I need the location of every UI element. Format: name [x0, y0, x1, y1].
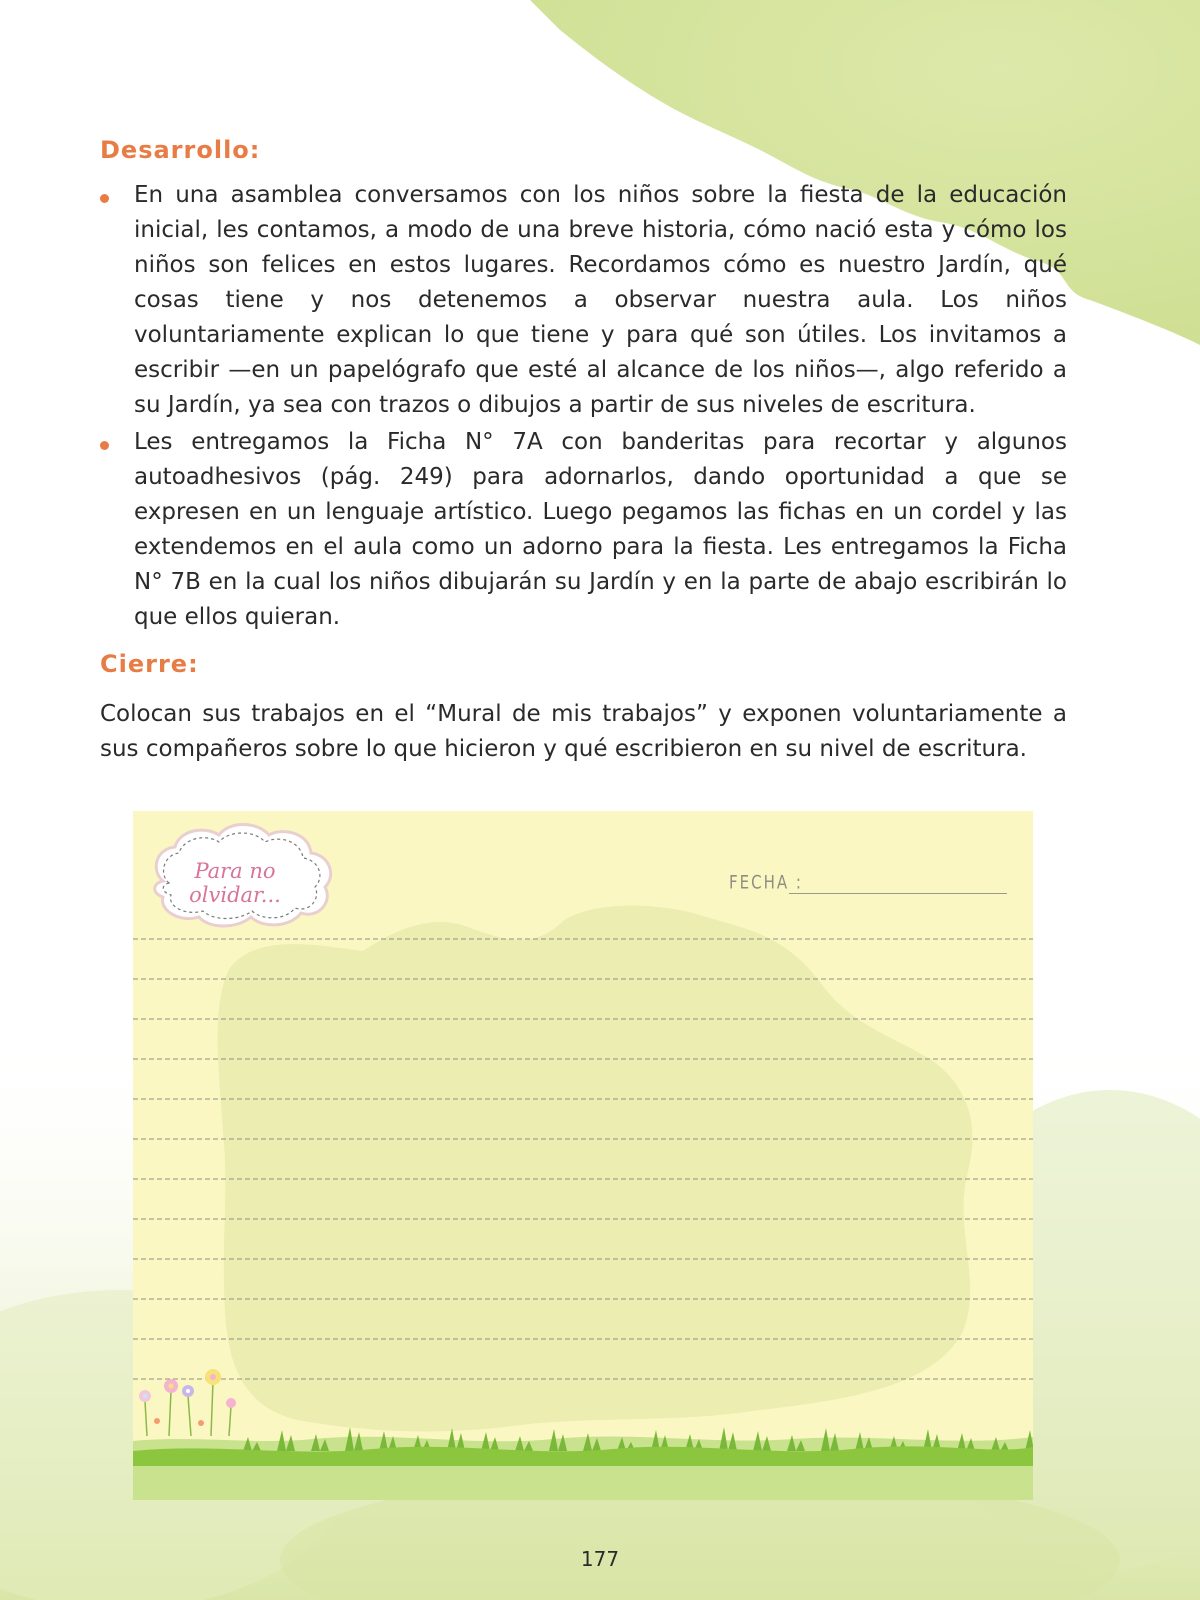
bullet-icon	[100, 441, 109, 450]
note-card	[133, 811, 1033, 1500]
list-item	[100, 425, 1067, 635]
grass-decoration	[133, 1436, 1033, 1500]
closing-heading: Cierre:	[100, 650, 199, 678]
development-heading: Desarrollo:	[100, 136, 261, 164]
cloud-label: Para no olvidar...	[189, 859, 281, 907]
page-number: 177	[580, 1547, 620, 1571]
list-item-text: En una asamblea conversamos con los niños sobre la fiesta de la educación inicial, les contamos, a modo de una breve historia, cómo nació esta y cómo los niños son felices en estos lugares. Recordamos cómo es nuestro Jardín, qué cosas tiene y nos detenemos a observar nuestra aula. Los niños voluntariamente explican lo que tiene y para qué son útiles. Los invitamos a escribir —en un papelógrafo que esté al alcance de los niños—, algo referido a su Jardín, ya sea con trazos o dibujos a partir de sus niveles de escritura.	[134, 182, 1067, 418]
list-item	[100, 178, 1067, 423]
development-list	[100, 178, 1067, 637]
note-card-art	[133, 811, 1033, 1500]
list-item-text: Les entregamos la Ficha N° 7A con banderitas para recortar y algunos autoadhesivos (pág. 249) para adornarlos, dando oportunidad a que se expresen en un lenguaje artístico. Luego pegamos las fichas en un cordel y las extendemos en el aula como un adorno para la fiesta. Les entregamos la Ficha N° 7B en la cual los niños dibujarán su Jardín y en la parte de abajo escribirán lo que ellos quieran.	[134, 429, 1067, 630]
closing-paragraph: Colocan sus trabajos en el “Mural de mis trabajos” y exponen voluntariamente a sus compañeros sobre lo que hicieron y qué escribieron en su nivel de escritura.	[100, 701, 1067, 762]
bullet-icon	[100, 194, 109, 203]
date-line[interactable]	[789, 893, 1007, 894]
date-label: FECHA :	[729, 870, 803, 894]
